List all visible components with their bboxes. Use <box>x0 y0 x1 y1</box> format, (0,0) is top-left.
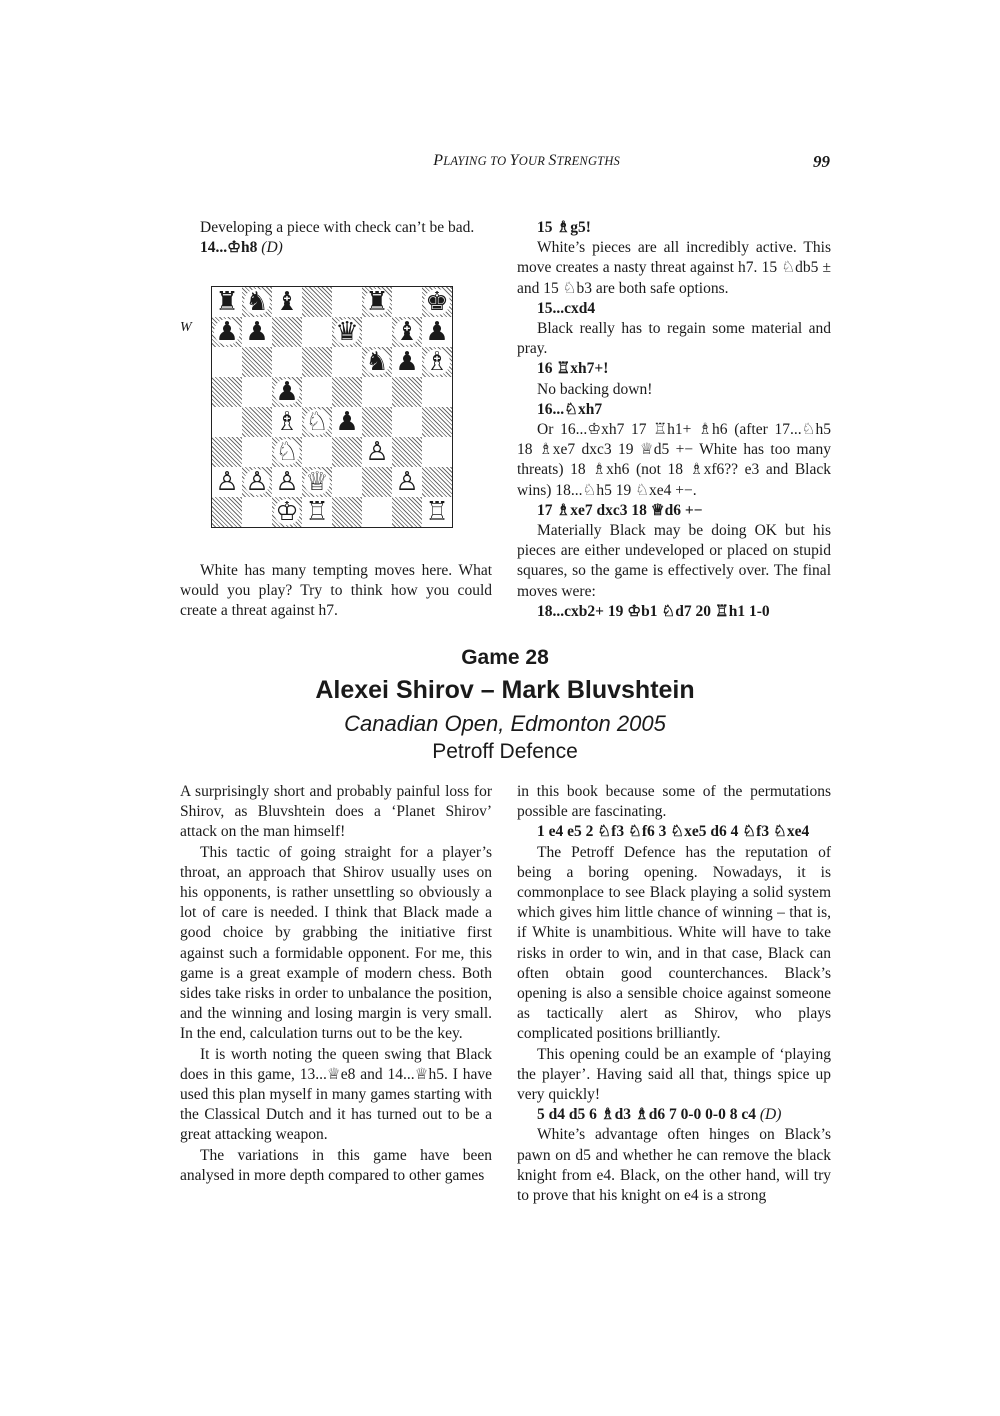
side-to-move-label: W <box>180 320 192 335</box>
board-square <box>212 497 242 527</box>
paragraph: Developing a piece with check can’t be bad. <box>200 219 475 236</box>
board-square <box>212 377 242 407</box>
chess-piece-icon: ♞ <box>365 347 389 377</box>
board-square <box>302 317 332 347</box>
chess-piece-icon: ♕ <box>305 467 329 497</box>
chess-piece-icon: ♚ <box>425 287 449 317</box>
chess-piece-icon: ♜ <box>365 287 389 317</box>
board-square <box>242 437 272 467</box>
board-square <box>392 497 422 527</box>
board-square <box>242 377 272 407</box>
chess-piece-icon: ♔ <box>275 497 299 527</box>
board-square <box>242 497 272 527</box>
chess-piece-icon: ♝ <box>275 287 299 317</box>
move-line: 14...♔h8 (D) <box>200 239 283 257</box>
board-square <box>362 407 392 437</box>
move-line: 15...cxd4 <box>537 299 596 317</box>
board-square <box>392 347 422 377</box>
board-square <box>332 317 362 347</box>
move-line: 1 e4 e5 2 ♘f3 ♘f6 3 ♘xe5 d6 4 ♘f3 ♘xe4 <box>537 823 810 841</box>
page-number: 99 <box>813 152 830 171</box>
board-square <box>302 287 332 317</box>
board-square <box>272 467 302 497</box>
board-square <box>392 407 422 437</box>
paragraph: in this book because some of the permutations possible are fascinating. <box>517 783 831 821</box>
board-square <box>272 377 302 407</box>
board-square <box>362 287 392 317</box>
paragraph: It is worth noting the queen swing that Black does in this game, 13...♕e8 and 14...♕h5. I have used this plan myself in many games starting with the Classical Dutch and it has turned out to be a great attacking weapon. <box>180 1045 492 1144</box>
board-square <box>422 467 452 497</box>
paragraph: Or 16...♔xh7 17 ♖h1+ ♗h6 (after 17...♘h5 18 ♗xe7 dxc3 19 ♕d5 +− White has too many threats) 18 ♗xh6 (not 18 ♗xf6?? e3 and Black wins) 18...♘h5 19 ♘xe4 +−. <box>517 421 831 499</box>
chess-piece-icon: ♟ <box>395 347 419 377</box>
board-square <box>272 497 302 527</box>
game-opening: Petroff Defence <box>432 740 578 763</box>
board-square <box>362 437 392 467</box>
board-square <box>332 347 362 377</box>
chess-piece-icon: ♗ <box>425 347 449 377</box>
paragraph: The variations in this game have been analysed in more depth compared to other games <box>180 1146 492 1184</box>
game-number: Game 28 <box>461 646 549 669</box>
move-line: 5 d4 d5 6 ♗d3 ♗d6 7 0-0 0-0 8 c4 (D) <box>537 1106 782 1124</box>
move-line: 18...cxb2+ 19 ♔b1 ♘d7 20 ♖h1 1-0 <box>537 602 770 620</box>
running-title: PLAYING TO YOUR STRENGTHS <box>433 152 620 169</box>
move-line: 16 ♖xh7+! <box>537 360 609 378</box>
board-square <box>332 437 362 467</box>
board-square <box>272 407 302 437</box>
left-column-top <box>180 218 492 258</box>
board-square <box>212 347 242 377</box>
chess-piece-icon: ♙ <box>275 467 299 497</box>
paragraph: Materially Black may be doing OK but his pieces are either undeveloped or placed on stupid squares, so the game is effectively over. The final moves were: <box>517 522 831 600</box>
chess-piece-icon: ♟ <box>425 317 449 347</box>
board-square <box>392 287 422 317</box>
paragraph: The Petroff Defence has the reputation of being a boring opening. Nowadays, it is commonplace to see Black playing a solid system which gives him little chance of winning – that is, if White is unambitious. White will have to take risks in order to win, and in that case, Black can often obtain good counterchances. Black’s opening is also a sensible choice against someone as tactically alert as Shirov, who plays complicated positions brilliantly. <box>517 843 831 1043</box>
board-square <box>332 467 362 497</box>
chess-piece-icon: ♞ <box>245 287 269 317</box>
left-column-after-diagram <box>180 561 492 622</box>
board-square <box>302 467 332 497</box>
chess-diagram <box>211 286 453 528</box>
board-square <box>392 377 422 407</box>
board-square <box>362 317 392 347</box>
chess-piece-icon: ♙ <box>365 437 389 467</box>
move-line: 16...♘xh7 <box>537 400 603 418</box>
paragraph: No backing down! <box>537 380 653 398</box>
board-square <box>272 347 302 377</box>
board-square <box>272 287 302 317</box>
chess-piece-icon: ♘ <box>305 407 329 437</box>
game-players: Alexei Shirov – Mark Bluvshtein <box>315 676 695 704</box>
board-square <box>422 317 452 347</box>
chess-piece-icon: ♟ <box>245 317 269 347</box>
board-square <box>332 407 362 437</box>
board-square <box>332 497 362 527</box>
board-square <box>392 317 422 347</box>
chess-piece-icon: ♙ <box>215 467 239 497</box>
left-column-bottom <box>180 782 492 1186</box>
board-square <box>272 437 302 467</box>
chess-piece-icon: ♟ <box>215 317 239 347</box>
move-line: 17 ♗xe7 dxc3 18 ♕d6 +− <box>537 501 703 519</box>
paragraph: White’s advantage often hinges on Black’s pawn on d5 and whether he can remove the black knight from e4. Black, on the other hand, will try to prove that his knight on e4 is a strong <box>517 1126 831 1205</box>
chess-piece-icon: ♖ <box>425 497 449 527</box>
board-square <box>212 287 242 317</box>
board-square <box>302 437 332 467</box>
chess-piece-icon: ♛ <box>335 317 359 347</box>
board-square <box>392 437 422 467</box>
board-square <box>242 467 272 497</box>
board-square <box>422 347 452 377</box>
chess-piece-icon: ♟ <box>275 377 299 407</box>
board-square <box>212 437 242 467</box>
board-square <box>422 407 452 437</box>
board-square <box>332 287 362 317</box>
right-column-bottom <box>517 782 831 1206</box>
board-square <box>422 377 452 407</box>
chess-piece-icon: ♙ <box>245 467 269 497</box>
board-square <box>212 407 242 437</box>
paragraph: This tactic of going straight for a player’s throat, an approach that Shirov usually uses on his opponents, is rather unsettling so obviously a lot of care is needed. I think that Black made a good choice by grabbing the initiative first against such a formidable opponent. For me, this game is a great example of modern chess. Both sides take risks in order to unbalance the position, and the winning and losing margin is very small. In the end, calculation turns out to be the key. <box>180 843 492 1043</box>
chess-piece-icon: ♘ <box>275 437 299 467</box>
paragraph: This opening could be an example of ‘playing the player’. Having said all that, things spice up very quickly! <box>517 1045 831 1104</box>
board-square <box>302 497 332 527</box>
board-square <box>362 467 392 497</box>
board-square <box>212 467 242 497</box>
chess-piece-icon: ♗ <box>275 407 299 437</box>
board-square <box>242 317 272 347</box>
chess-piece-icon: ♖ <box>305 497 329 527</box>
board-square <box>332 377 362 407</box>
board-square <box>422 287 452 317</box>
board-square <box>422 497 452 527</box>
move-line: 15 ♗g5! <box>537 219 591 236</box>
chess-piece-icon: ♟ <box>335 407 359 437</box>
chess-piece-icon: ♜ <box>215 287 239 317</box>
board-square <box>392 467 422 497</box>
paragraph: A surprisingly short and probably painful loss for Shirov, as Bluvshtein does a ‘Planet Shirov’ attack on the man himself! <box>180 783 492 841</box>
board-square <box>212 317 242 347</box>
chess-piece-icon: ♙ <box>395 467 419 497</box>
running-header <box>180 152 830 176</box>
board-square <box>302 377 332 407</box>
board-square <box>242 407 272 437</box>
game-event: Canadian Open, Edmonton 2005 <box>344 711 666 736</box>
paragraph: White’s pieces are all incredibly active. This move creates a nasty threat against h7. 15 ♘db5 ± and 15 ♘b3 are both safe options. <box>517 239 831 297</box>
right-column-top <box>517 218 831 622</box>
paragraph: Black really has to regain some material and pray. <box>517 320 831 358</box>
board-square <box>362 377 392 407</box>
chess-piece-icon: ♝ <box>395 317 419 347</box>
board-square <box>422 437 452 467</box>
board-square <box>362 497 392 527</box>
board-square <box>242 287 272 317</box>
paragraph: White has many tempting moves here. What would you play? Try to think how you could create a threat against h7. <box>180 562 492 620</box>
board-square <box>272 317 302 347</box>
board-square <box>362 347 392 377</box>
board-square <box>242 347 272 377</box>
board-square <box>302 407 332 437</box>
board-square <box>302 347 332 377</box>
